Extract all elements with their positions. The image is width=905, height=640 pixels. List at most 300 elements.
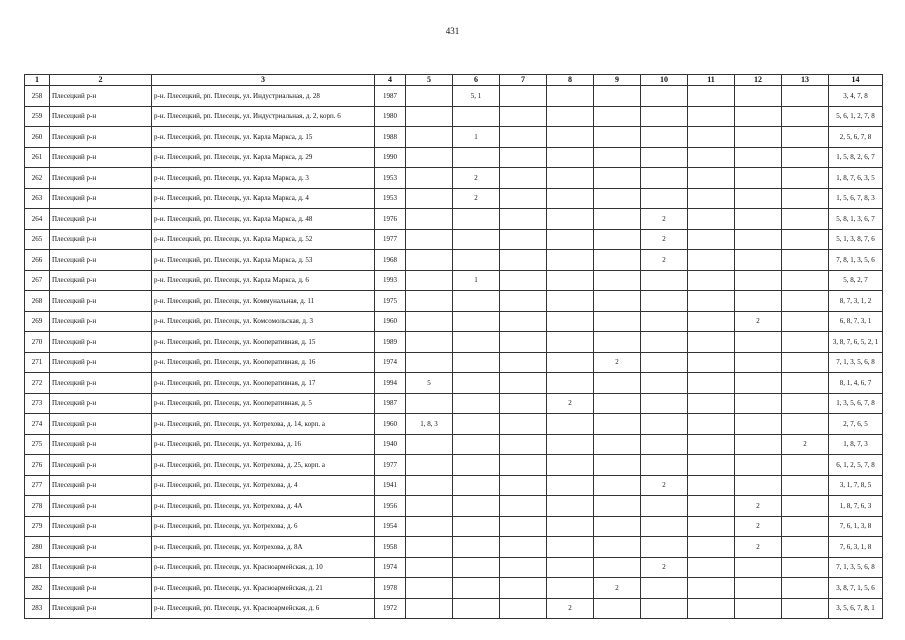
cell-col-14: 5, 8, 1, 3, 6, 7 <box>829 209 883 230</box>
cell-col-6 <box>453 229 500 250</box>
cell-year: 1972 <box>375 598 406 619</box>
cell-col-5 <box>406 86 453 107</box>
cell-row-number: 266 <box>25 250 50 271</box>
cell-col-8 <box>547 209 594 230</box>
cell-col-5 <box>406 250 453 271</box>
cell-row-number: 270 <box>25 332 50 353</box>
cell-col-6 <box>453 475 500 496</box>
cell-col-13 <box>782 229 829 250</box>
cell-col-11 <box>688 414 735 435</box>
cell-col-14: 7, 1, 3, 5, 6, 8 <box>829 352 883 373</box>
cell-district: Плесецкий р-н <box>50 270 152 291</box>
cell-col-5 <box>406 496 453 517</box>
cell-year: 1976 <box>375 209 406 230</box>
cell-col-11 <box>688 393 735 414</box>
cell-row-number: 262 <box>25 168 50 189</box>
cell-col-8 <box>547 147 594 168</box>
cell-district: Плесецкий р-н <box>50 557 152 578</box>
cell-address: р-н. Плесецкий, рп. Плесецк, ул. Кооперативная, д. 17 <box>152 373 375 394</box>
table-row <box>25 86 883 107</box>
cell-col-9 <box>594 168 641 189</box>
cell-col-9 <box>594 373 641 394</box>
cell-col-11 <box>688 332 735 353</box>
table-row <box>25 475 883 496</box>
cell-col-10 <box>641 373 688 394</box>
cell-col-8 <box>547 578 594 599</box>
cell-col-12 <box>735 188 782 209</box>
cell-col-9: 2 <box>594 578 641 599</box>
cell-row-number: 282 <box>25 578 50 599</box>
cell-col-12 <box>735 352 782 373</box>
cell-col-7 <box>500 578 547 599</box>
cell-year: 1988 <box>375 127 406 148</box>
cell-col-6 <box>453 332 500 353</box>
cell-col-5 <box>406 516 453 537</box>
cell-col-5 <box>406 332 453 353</box>
table-row <box>25 188 883 209</box>
cell-col-10 <box>641 393 688 414</box>
cell-col-7 <box>500 291 547 312</box>
cell-col-11 <box>688 147 735 168</box>
cell-row-number: 277 <box>25 475 50 496</box>
cell-col-8 <box>547 168 594 189</box>
cell-col-7 <box>500 147 547 168</box>
column-header-5: 5 <box>406 75 453 86</box>
cell-col-6: 1 <box>453 270 500 291</box>
cell-district: Плесецкий р-н <box>50 332 152 353</box>
cell-col-13 <box>782 414 829 435</box>
cell-col-10: 2 <box>641 557 688 578</box>
cell-col-7 <box>500 209 547 230</box>
cell-col-12 <box>735 455 782 476</box>
cell-col-10 <box>641 127 688 148</box>
cell-col-5 <box>406 537 453 558</box>
cell-col-11 <box>688 557 735 578</box>
cell-col-6 <box>453 311 500 332</box>
cell-col-12: 2 <box>735 496 782 517</box>
cell-col-6 <box>453 147 500 168</box>
cell-district: Плесецкий р-н <box>50 475 152 496</box>
cell-row-number: 278 <box>25 496 50 517</box>
table-row <box>25 127 883 148</box>
cell-col-14: 3, 4, 7, 8 <box>829 86 883 107</box>
cell-col-9 <box>594 229 641 250</box>
cell-col-13 <box>782 188 829 209</box>
column-header-4: 4 <box>375 75 406 86</box>
cell-col-14: 5, 8, 2, 7 <box>829 270 883 291</box>
cell-col-9 <box>594 188 641 209</box>
cell-col-9 <box>594 332 641 353</box>
table-row <box>25 393 883 414</box>
cell-col-13 <box>782 352 829 373</box>
cell-year: 1960 <box>375 311 406 332</box>
cell-col-10 <box>641 270 688 291</box>
cell-col-9 <box>594 516 641 537</box>
cell-col-10: 2 <box>641 229 688 250</box>
cell-col-7 <box>500 127 547 148</box>
table-row <box>25 496 883 517</box>
cell-district: Плесецкий р-н <box>50 147 152 168</box>
cell-col-9 <box>594 291 641 312</box>
cell-col-8 <box>547 352 594 373</box>
cell-col-6: 1 <box>453 127 500 148</box>
cell-col-13 <box>782 475 829 496</box>
cell-col-12 <box>735 332 782 353</box>
cell-address: р-н. Плесецкий, рп. Плесецк, ул. Красноармейская, д. 10 <box>152 557 375 578</box>
cell-col-9 <box>594 557 641 578</box>
table-row <box>25 270 883 291</box>
cell-col-13 <box>782 270 829 291</box>
cell-col-13 <box>782 147 829 168</box>
cell-col-5: 5 <box>406 373 453 394</box>
cell-district: Плесецкий р-н <box>50 496 152 517</box>
cell-col-8 <box>547 414 594 435</box>
cell-district: Плесецкий р-н <box>50 393 152 414</box>
cell-col-9 <box>594 455 641 476</box>
cell-year: 1993 <box>375 270 406 291</box>
cell-col-7 <box>500 434 547 455</box>
cell-col-9 <box>594 311 641 332</box>
cell-col-14: 3, 8, 7, 1, 5, 6 <box>829 578 883 599</box>
cell-col-7 <box>500 393 547 414</box>
cell-col-7 <box>500 475 547 496</box>
cell-row-number: 263 <box>25 188 50 209</box>
table-row <box>25 311 883 332</box>
cell-col-11 <box>688 168 735 189</box>
cell-col-6 <box>453 455 500 476</box>
cell-col-14: 3, 1, 7, 8, 5 <box>829 475 883 496</box>
cell-col-5 <box>406 188 453 209</box>
cell-col-14: 8, 7, 3, 1, 2 <box>829 291 883 312</box>
cell-col-8 <box>547 475 594 496</box>
cell-district: Плесецкий р-н <box>50 188 152 209</box>
cell-col-7 <box>500 373 547 394</box>
cell-address: р-н. Плесецкий, рп. Плесецк, ул. Индустриальная, д. 28 <box>152 86 375 107</box>
cell-col-9 <box>594 434 641 455</box>
cell-col-7 <box>500 414 547 435</box>
cell-col-8 <box>547 516 594 537</box>
cell-col-10 <box>641 496 688 517</box>
cell-col-8 <box>547 106 594 127</box>
cell-col-12: 2 <box>735 516 782 537</box>
cell-col-11 <box>688 537 735 558</box>
cell-col-9 <box>594 414 641 435</box>
cell-col-8 <box>547 229 594 250</box>
table-row <box>25 209 883 230</box>
cell-col-12 <box>735 373 782 394</box>
column-header-8: 8 <box>547 75 594 86</box>
cell-col-8 <box>547 373 594 394</box>
cell-col-5 <box>406 578 453 599</box>
cell-col-6 <box>453 434 500 455</box>
cell-col-11 <box>688 250 735 271</box>
cell-col-14: 5, 6, 1, 2, 7, 8 <box>829 106 883 127</box>
column-header-1: 1 <box>25 75 50 86</box>
cell-col-12 <box>735 209 782 230</box>
cell-address: р-н. Плесецкий, рп. Плесецк, ул. Карла Маркса, д. 15 <box>152 127 375 148</box>
cell-col-8 <box>547 557 594 578</box>
cell-district: Плесецкий р-н <box>50 86 152 107</box>
cell-col-9 <box>594 209 641 230</box>
cell-district: Плесецкий р-н <box>50 229 152 250</box>
cell-col-14: 3, 8, 7, 6, 5, 2, 1 <box>829 332 883 353</box>
cell-col-12 <box>735 475 782 496</box>
cell-address: р-н. Плесецкий, рп. Плесецк, ул. Карла Маркса, д. 6 <box>152 270 375 291</box>
cell-col-7 <box>500 250 547 271</box>
table-row <box>25 434 883 455</box>
cell-col-13 <box>782 250 829 271</box>
column-header-2: 2 <box>50 75 152 86</box>
cell-col-6: 2 <box>453 168 500 189</box>
cell-col-5 <box>406 147 453 168</box>
cell-year: 1941 <box>375 475 406 496</box>
cell-district: Плесецкий р-н <box>50 311 152 332</box>
cell-address: р-н. Плесецкий, рп. Плесецк, ул. Красноармейская, д. 6 <box>152 598 375 619</box>
cell-col-7 <box>500 352 547 373</box>
cell-col-11 <box>688 188 735 209</box>
cell-year: 1987 <box>375 393 406 414</box>
cell-col-14: 1, 3, 5, 6, 7, 8 <box>829 393 883 414</box>
cell-col-12: 2 <box>735 311 782 332</box>
cell-district: Плесецкий р-н <box>50 209 152 230</box>
cell-col-10: 2 <box>641 475 688 496</box>
cell-col-12 <box>735 229 782 250</box>
cell-col-13 <box>782 598 829 619</box>
cell-col-6 <box>453 578 500 599</box>
cell-col-14: 7, 6, 3, 1, 8 <box>829 537 883 558</box>
cell-col-11 <box>688 86 735 107</box>
cell-col-8 <box>547 434 594 455</box>
cell-col-9 <box>594 250 641 271</box>
cell-row-number: 261 <box>25 147 50 168</box>
cell-col-14: 5, 1, 3, 8, 7, 6 <box>829 229 883 250</box>
cell-row-number: 283 <box>25 598 50 619</box>
column-header-6: 6 <box>453 75 500 86</box>
cell-address: р-н. Плесецкий, рп. Плесецк, ул. Индустриальная, д. 2, корп. 6 <box>152 106 375 127</box>
cell-col-7 <box>500 188 547 209</box>
column-header-12: 12 <box>735 75 782 86</box>
cell-col-7 <box>500 332 547 353</box>
cell-col-11 <box>688 352 735 373</box>
cell-col-11 <box>688 578 735 599</box>
table-row <box>25 414 883 435</box>
cell-col-13 <box>782 106 829 127</box>
cell-year: 1978 <box>375 578 406 599</box>
cell-year: 1953 <box>375 188 406 209</box>
cell-year: 1956 <box>375 496 406 517</box>
cell-col-12 <box>735 86 782 107</box>
cell-col-11 <box>688 434 735 455</box>
table-row <box>25 147 883 168</box>
cell-col-10 <box>641 578 688 599</box>
cell-address: р-н. Плесецкий, рп. Плесецк, ул. Котрехова, д. 4А <box>152 496 375 517</box>
cell-row-number: 259 <box>25 106 50 127</box>
cell-district: Плесецкий р-н <box>50 168 152 189</box>
cell-col-13 <box>782 557 829 578</box>
header-row <box>25 75 883 86</box>
cell-col-10 <box>641 434 688 455</box>
table-row <box>25 578 883 599</box>
cell-address: р-н. Плесецкий, рп. Плесецк, ул. Карла Маркса, д. 52 <box>152 229 375 250</box>
cell-col-9 <box>594 598 641 619</box>
cell-year: 1989 <box>375 332 406 353</box>
cell-year: 1953 <box>375 168 406 189</box>
cell-col-13 <box>782 496 829 517</box>
cell-address: р-н. Плесецкий, рп. Плесецк, ул. Карла Маркса, д. 29 <box>152 147 375 168</box>
cell-col-6 <box>453 393 500 414</box>
cell-col-13 <box>782 168 829 189</box>
cell-row-number: 269 <box>25 311 50 332</box>
cell-col-12 <box>735 168 782 189</box>
cell-col-8 <box>547 291 594 312</box>
cell-col-13: 2 <box>782 434 829 455</box>
cell-year: 1958 <box>375 537 406 558</box>
cell-col-7 <box>500 496 547 517</box>
cell-col-6 <box>453 352 500 373</box>
table-row <box>25 537 883 558</box>
cell-col-6 <box>453 106 500 127</box>
cell-col-5 <box>406 270 453 291</box>
cell-col-14: 6, 1, 2, 5, 7, 8 <box>829 455 883 476</box>
cell-col-10 <box>641 516 688 537</box>
data-table <box>24 74 883 619</box>
cell-col-11 <box>688 598 735 619</box>
cell-row-number: 265 <box>25 229 50 250</box>
cell-col-11 <box>688 373 735 394</box>
cell-col-5 <box>406 168 453 189</box>
cell-row-number: 274 <box>25 414 50 435</box>
cell-col-8: 2 <box>547 393 594 414</box>
cell-year: 1974 <box>375 352 406 373</box>
cell-col-9 <box>594 270 641 291</box>
cell-col-13 <box>782 291 829 312</box>
cell-col-12 <box>735 434 782 455</box>
cell-address: р-н. Плесецкий, рп. Плесецк, ул. Кооперативная, д. 16 <box>152 352 375 373</box>
cell-col-5 <box>406 209 453 230</box>
cell-year: 1968 <box>375 250 406 271</box>
cell-col-10 <box>641 291 688 312</box>
cell-col-12 <box>735 557 782 578</box>
cell-col-5 <box>406 291 453 312</box>
cell-col-6: 5, 1 <box>453 86 500 107</box>
cell-col-13 <box>782 127 829 148</box>
cell-col-6 <box>453 209 500 230</box>
cell-col-5 <box>406 598 453 619</box>
cell-col-13 <box>782 578 829 599</box>
table-row <box>25 250 883 271</box>
table-row <box>25 516 883 537</box>
column-header-9: 9 <box>594 75 641 86</box>
cell-address: р-н. Плесецкий, рп. Плесецк, ул. Котрехова, д. 6 <box>152 516 375 537</box>
cell-row-number: 258 <box>25 86 50 107</box>
cell-col-9 <box>594 147 641 168</box>
cell-col-6: 2 <box>453 188 500 209</box>
column-header-13: 13 <box>782 75 829 86</box>
table-row <box>25 168 883 189</box>
cell-col-12 <box>735 291 782 312</box>
cell-col-5 <box>406 557 453 578</box>
cell-col-5 <box>406 352 453 373</box>
cell-col-8 <box>547 188 594 209</box>
page-number: 431 <box>445 26 460 36</box>
cell-col-8 <box>547 537 594 558</box>
cell-col-10 <box>641 414 688 435</box>
column-header-3: 3 <box>152 75 375 86</box>
cell-col-13 <box>782 393 829 414</box>
cell-col-12 <box>735 598 782 619</box>
cell-row-number: 280 <box>25 537 50 558</box>
table-row <box>25 352 883 373</box>
cell-row-number: 275 <box>25 434 50 455</box>
cell-address: р-н. Плесецкий, рп. Плесецк, ул. Кооперативная, д. 15 <box>152 332 375 353</box>
cell-row-number: 272 <box>25 373 50 394</box>
cell-col-12 <box>735 414 782 435</box>
cell-col-7 <box>500 106 547 127</box>
cell-col-14: 8, 1, 4, 6, 7 <box>829 373 883 394</box>
cell-district: Плесецкий р-н <box>50 250 152 271</box>
cell-col-14: 2, 7, 6, 5 <box>829 414 883 435</box>
cell-col-5: 1, 8, 3 <box>406 414 453 435</box>
cell-col-11 <box>688 229 735 250</box>
cell-col-10 <box>641 352 688 373</box>
cell-col-13 <box>782 516 829 537</box>
cell-col-6 <box>453 598 500 619</box>
cell-district: Плесецкий р-н <box>50 414 152 435</box>
cell-row-number: 268 <box>25 291 50 312</box>
column-header-14: 14 <box>829 75 883 86</box>
cell-col-5 <box>406 229 453 250</box>
cell-col-10 <box>641 168 688 189</box>
cell-year: 1987 <box>375 86 406 107</box>
cell-col-8 <box>547 455 594 476</box>
cell-col-14: 1, 8, 7, 6, 3, 5 <box>829 168 883 189</box>
cell-col-12 <box>735 147 782 168</box>
table-row <box>25 455 883 476</box>
cell-district: Плесецкий р-н <box>50 598 152 619</box>
cell-col-6 <box>453 516 500 537</box>
cell-year: 1975 <box>375 291 406 312</box>
cell-col-8 <box>547 496 594 517</box>
cell-col-7 <box>500 557 547 578</box>
cell-col-7 <box>500 168 547 189</box>
cell-col-13 <box>782 86 829 107</box>
cell-col-11 <box>688 127 735 148</box>
cell-col-10: 2 <box>641 250 688 271</box>
cell-col-9 <box>594 106 641 127</box>
cell-district: Плесецкий р-н <box>50 291 152 312</box>
cell-row-number: 273 <box>25 393 50 414</box>
cell-col-12: 2 <box>735 537 782 558</box>
cell-address: р-н. Плесецкий, рп. Плесецк, ул. Котрехова, д. 14, корп. а <box>152 414 375 435</box>
cell-col-6 <box>453 291 500 312</box>
cell-col-11 <box>688 106 735 127</box>
cell-col-12 <box>735 250 782 271</box>
cell-col-12 <box>735 578 782 599</box>
cell-col-5 <box>406 106 453 127</box>
table-row <box>25 598 883 619</box>
cell-col-10 <box>641 86 688 107</box>
table-row <box>25 332 883 353</box>
cell-col-11 <box>688 270 735 291</box>
cell-col-8: 2 <box>547 598 594 619</box>
cell-col-14: 6, 8, 7, 3, 1 <box>829 311 883 332</box>
cell-col-11 <box>688 455 735 476</box>
cell-row-number: 267 <box>25 270 50 291</box>
cell-col-14: 3, 5, 6, 7, 8, 1 <box>829 598 883 619</box>
cell-col-7 <box>500 516 547 537</box>
cell-district: Плесецкий р-н <box>50 578 152 599</box>
cell-col-11 <box>688 311 735 332</box>
